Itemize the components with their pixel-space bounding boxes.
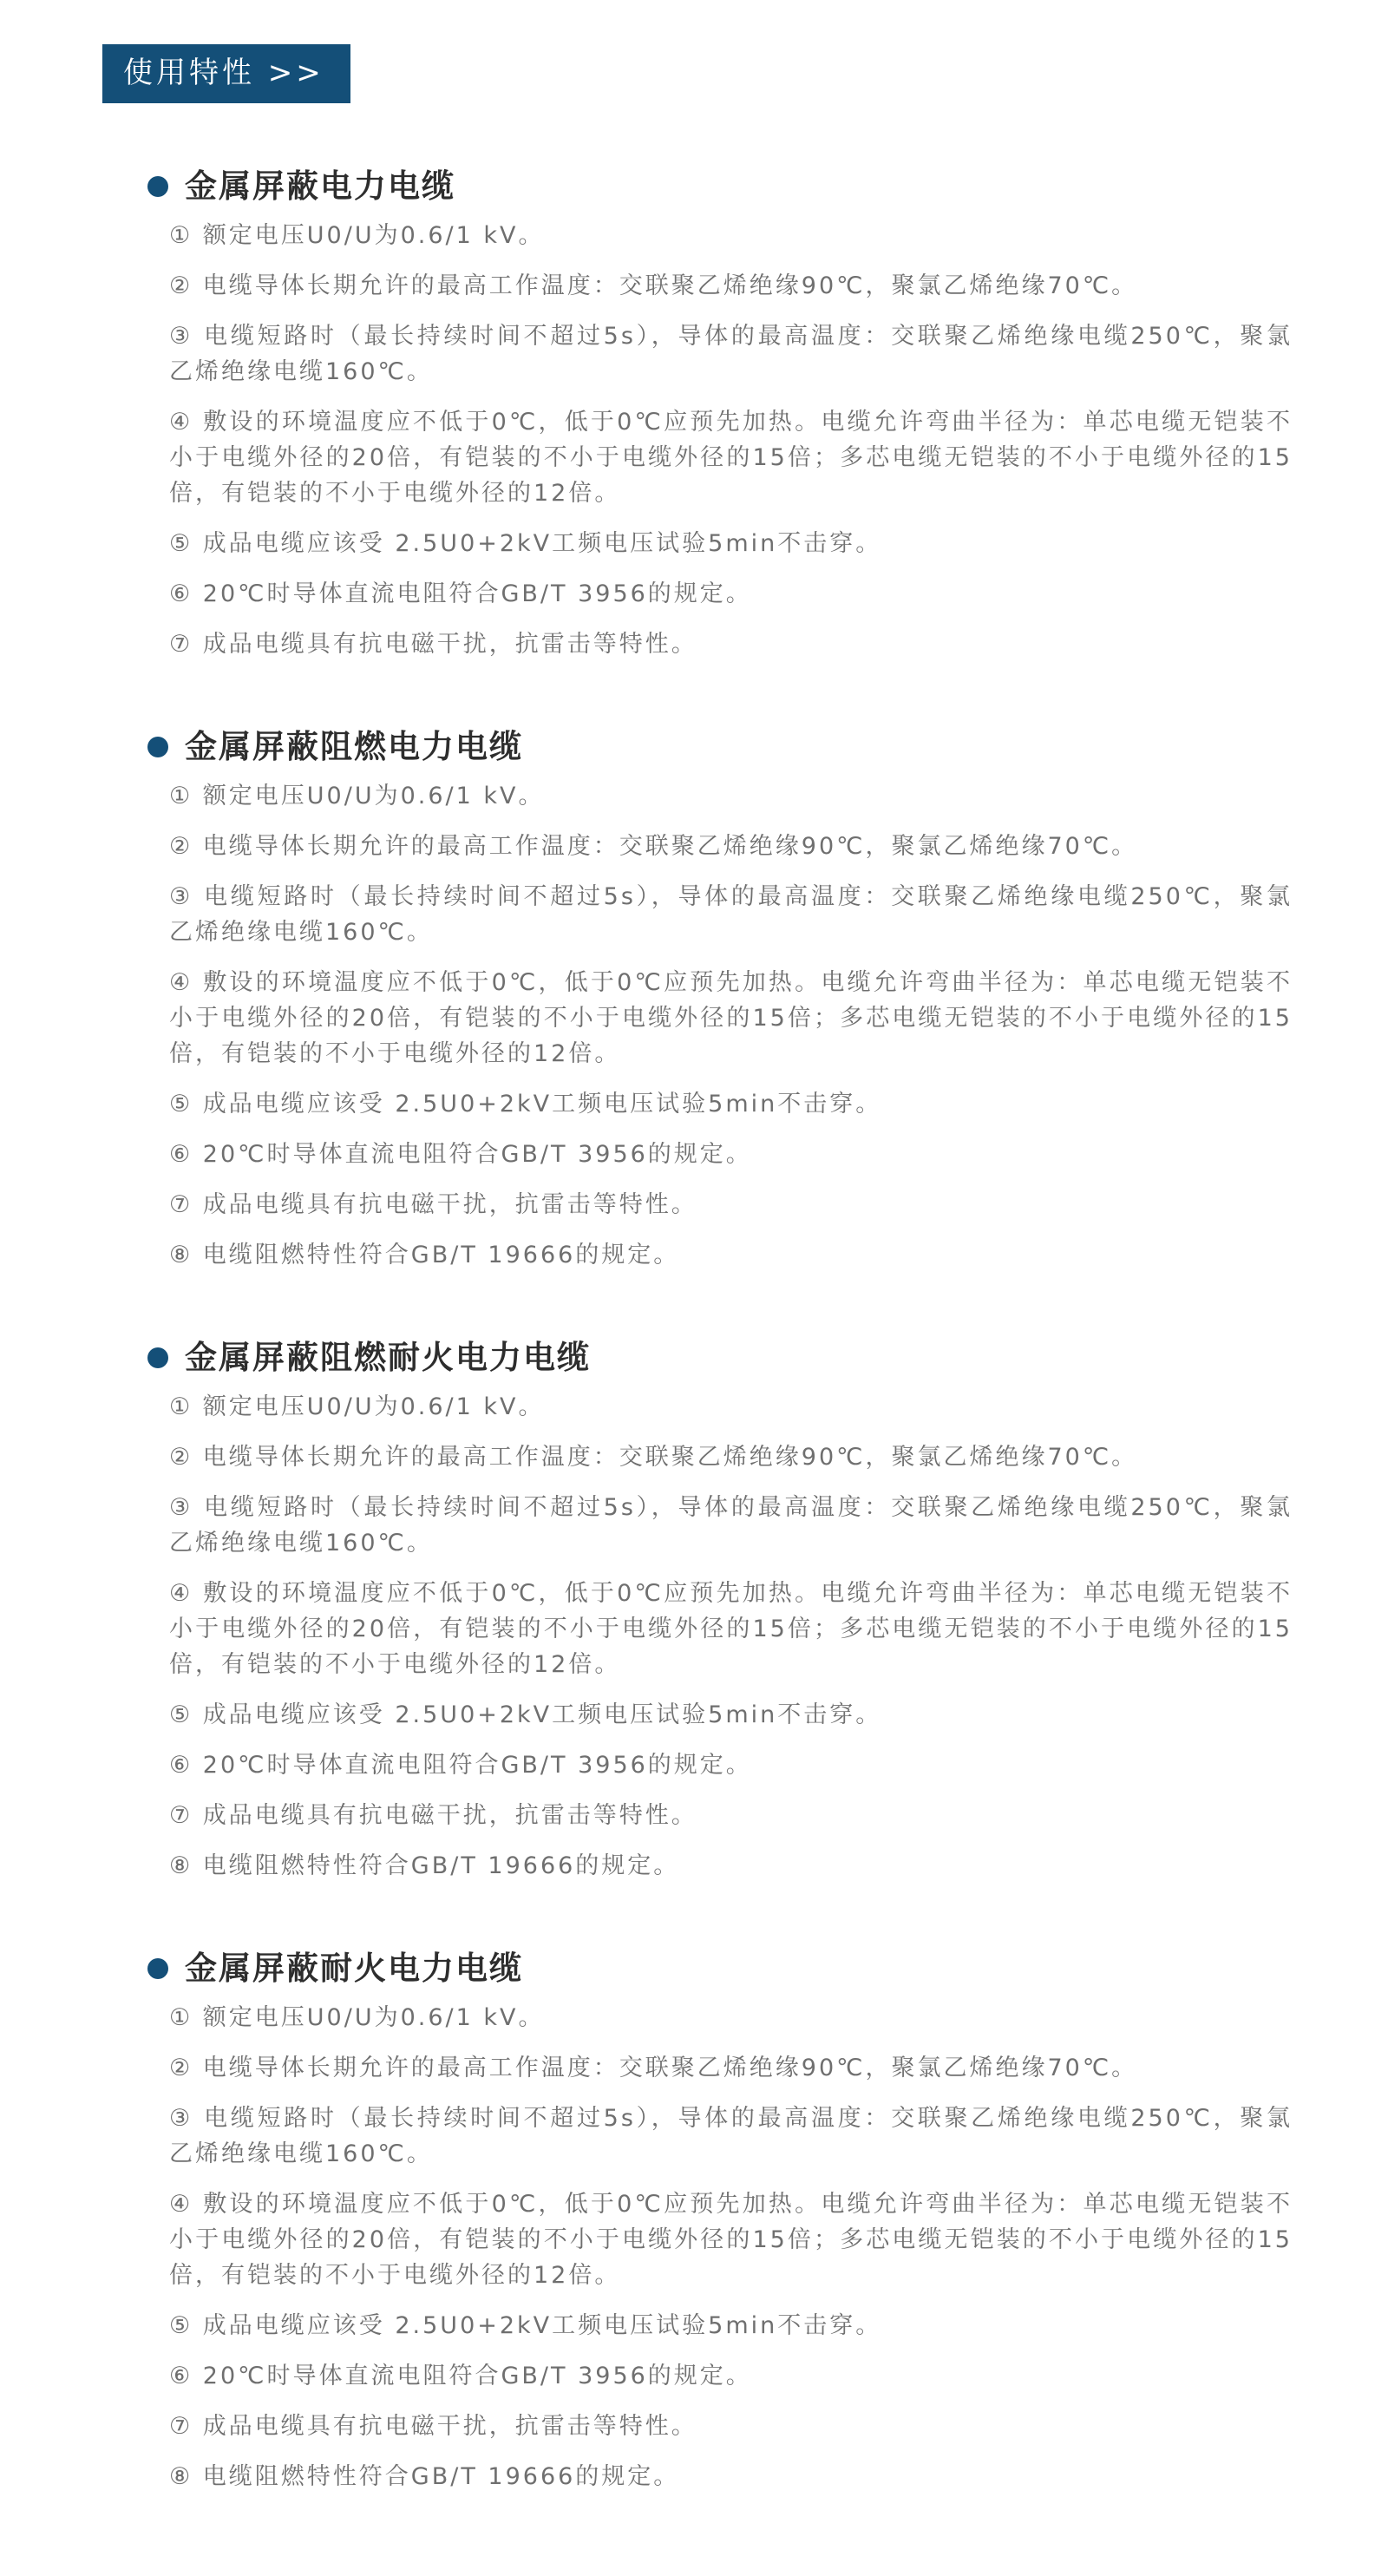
spec-item: ① 额定电压U0/U为0.6/1 kV。 xyxy=(169,222,545,250)
section-header xyxy=(147,726,1293,768)
spec-item: ⑤ 成品电缆应该受 2.5U0+2kV工频电压试验5min不击穿。 xyxy=(169,2312,882,2340)
section-metal-shielded-fire-resistant-power-cable xyxy=(147,1948,1293,2494)
spec-item: ③ 电缆短路时（最长持续时间不超过5s），导体的最高温度：交联聚乙烯绝缘电缆250℃，聚氯乙烯绝缘电缆160℃。 xyxy=(169,883,1293,947)
section-header xyxy=(147,1337,1293,1379)
bullet-dot-icon xyxy=(147,737,168,757)
spec-item: ⑧ 电缆阻燃特性符合GB/T 19666的规定。 xyxy=(169,1242,680,1269)
bullet-dot-icon xyxy=(147,1347,168,1368)
spec-item: ⑥ 20℃时导体直流电阻符合GB/T 3956的规定。 xyxy=(169,1752,752,1780)
spec-item: ② 电缆导体长期允许的最高工作温度：交联聚乙烯绝缘90℃，聚氯乙烯绝缘70℃。 xyxy=(169,833,1138,861)
section-metal-shielded-flame-retardant-power-cable xyxy=(147,726,1293,1273)
spec-item: ⑦ 成品电缆具有抗电磁干扰，抗雷击等特性。 xyxy=(169,1191,697,1219)
spec-item: ⑤ 成品电缆应该受 2.5U0+2kV工频电压试验5min不击穿。 xyxy=(169,1701,882,1729)
spec-item: ⑦ 成品电缆具有抗电磁干扰，抗雷击等特性。 xyxy=(169,631,697,659)
spec-item: ③ 电缆短路时（最长持续时间不超过5s），导体的最高温度：交联聚乙烯绝缘电缆250℃，聚氯乙烯绝缘电缆160℃。 xyxy=(169,2105,1293,2168)
spec-item: ④ 敷设的环境温度应不低于0℃，低于0℃应预先加热。电缆允许弯曲半径为：单芯电缆无铠装不小于电缆外径的20倍，有铠装的不小于电缆外径的15倍；多芯电缆无铠装的不小于电缆外径的15倍，有铠装的不小于电缆外径的12倍。 xyxy=(169,969,1293,1068)
spec-item: ② 电缆导体长期允许的最高工作温度：交联聚乙烯绝缘90℃，聚氯乙烯绝缘70℃。 xyxy=(169,272,1138,300)
spec-item: ① 额定电压U0/U为0.6/1 kV。 xyxy=(169,783,545,810)
section-items xyxy=(169,778,1293,1273)
spec-item: ⑥ 20℃时导体直流电阻符合GB/T 3956的规定。 xyxy=(169,2363,752,2390)
section-metal-shielded-flame-retardant-fire-resistant-power-cable xyxy=(147,1337,1293,1884)
spec-item: ⑥ 20℃时导体直流电阻符合GB/T 3956的规定。 xyxy=(169,1141,752,1169)
spec-item: ⑥ 20℃时导体直流电阻符合GB/T 3956的规定。 xyxy=(169,580,752,608)
section-title: 金属屏蔽电力电缆 xyxy=(185,167,455,205)
spec-item: ② 电缆导体长期允许的最高工作温度：交联聚乙烯绝缘90℃，聚氯乙烯绝缘70℃。 xyxy=(169,2055,1138,2082)
section-items xyxy=(169,1389,1293,1884)
section-header xyxy=(147,1948,1293,1989)
spec-item: ① 额定电压U0/U为0.6/1 kV。 xyxy=(169,2004,545,2032)
section-metal-shielded-power-cable xyxy=(147,166,1293,662)
spec-item: ⑧ 电缆阻燃特性符合GB/T 19666的规定。 xyxy=(169,1852,680,1880)
section-title: 金属屏蔽耐火电力电缆 xyxy=(185,1950,523,1988)
spec-item: ⑧ 电缆阻燃特性符合GB/T 19666的规定。 xyxy=(169,2463,680,2491)
spec-item: ④ 敷设的环境温度应不低于0℃，低于0℃应预先加热。电缆允许弯曲半径为：单芯电缆无铠装不小于电缆外径的20倍，有铠装的不小于电缆外径的15倍；多芯电缆无铠装的不小于电缆外径的15倍，有铠装的不小于电缆外径的12倍。 xyxy=(169,1580,1293,1679)
section-header xyxy=(147,166,1293,207)
section-label-badge: 使用特性 >> xyxy=(102,44,350,103)
section-title: 金属屏蔽阻燃电力电缆 xyxy=(185,728,523,766)
spec-item: ④ 敷设的环境温度应不低于0℃，低于0℃应预先加热。电缆允许弯曲半径为：单芯电缆无铠装不小于电缆外径的20倍，有铠装的不小于电缆外径的15倍；多芯电缆无铠装的不小于电缆外径的15倍，有铠装的不小于电缆外径的12倍。 xyxy=(169,409,1293,508)
spec-item: ② 电缆导体长期允许的最高工作温度：交联聚乙烯绝缘90℃，聚氯乙烯绝缘70℃。 xyxy=(169,1444,1138,1472)
section-items xyxy=(169,218,1293,662)
spec-item: ④ 敷设的环境温度应不低于0℃，低于0℃应预先加热。电缆允许弯曲半径为：单芯电缆无铠装不小于电缆外径的20倍，有铠装的不小于电缆外径的15倍；多芯电缆无铠装的不小于电缆外径的15倍，有铠装的不小于电缆外径的12倍。 xyxy=(169,2191,1293,2290)
spec-item: ⑦ 成品电缆具有抗电磁干扰，抗雷击等特性。 xyxy=(169,1802,697,1830)
spec-item: ⑤ 成品电缆应该受 2.5U0+2kV工频电压试验5min不击穿。 xyxy=(169,1091,882,1118)
spec-item: ③ 电缆短路时（最长持续时间不超过5s），导体的最高温度：交联聚乙烯绝缘电缆250℃，聚氯乙烯绝缘电缆160℃。 xyxy=(169,323,1293,386)
section-title: 金属屏蔽阻燃耐火电力电缆 xyxy=(185,1339,591,1377)
bullet-dot-icon xyxy=(147,176,168,197)
spec-item: ⑤ 成品电缆应该受 2.5U0+2kV工频电压试验5min不击穿。 xyxy=(169,530,882,558)
section-items xyxy=(169,2000,1293,2494)
spec-item: ① 额定电压U0/U为0.6/1 kV。 xyxy=(169,1393,545,1421)
spec-item: ③ 电缆短路时（最长持续时间不超过5s），导体的最高温度：交联聚乙烯绝缘电缆250℃，聚氯乙烯绝缘电缆160℃。 xyxy=(169,1494,1293,1557)
bullet-dot-icon xyxy=(147,1958,168,1979)
spec-item: ⑦ 成品电缆具有抗电磁干扰，抗雷击等特性。 xyxy=(169,2413,697,2441)
content-area xyxy=(147,166,1293,2494)
